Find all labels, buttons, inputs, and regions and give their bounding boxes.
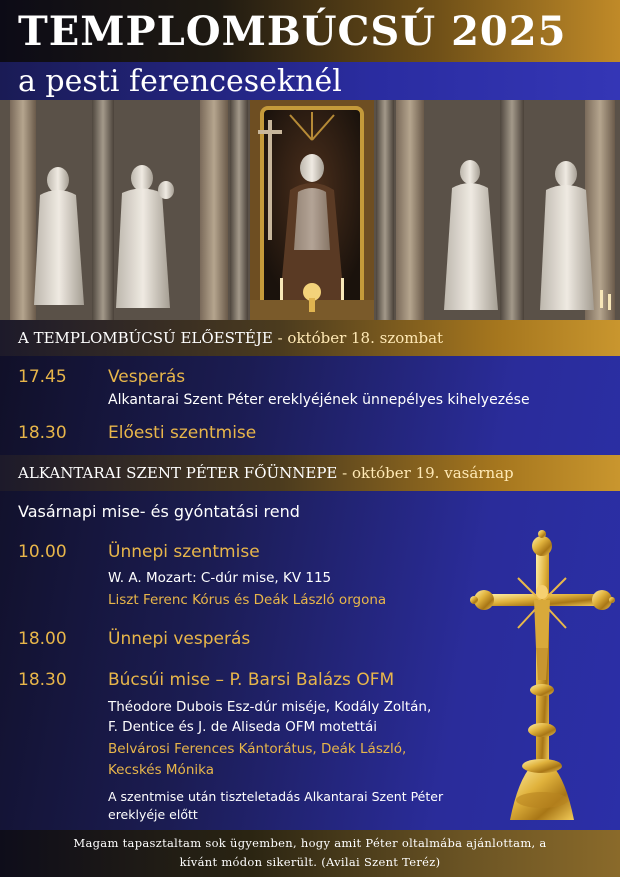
title-band — [0, 0, 620, 100]
page-title: TEMPLOMBÚCSÚ 2025 — [18, 8, 567, 55]
event-note: ereklyéje előtt — [108, 807, 198, 822]
event-performers: Kecskés Mónika — [108, 762, 214, 778]
event-time: 18.30 — [18, 670, 67, 690]
event-performers: Liszt Ferenc Kórus és Deák László orgona — [108, 592, 387, 608]
altar-illustration — [0, 100, 620, 320]
event-time: 18.30 — [18, 423, 67, 443]
crucifix-icon — [470, 530, 615, 830]
page-subtitle: a pesti ferenceseknél — [18, 64, 342, 99]
event-music: Théodore Dubois Esz-dúr miséje, Kodály Zoltán, — [108, 699, 432, 715]
quote-line: Magam tapasztaltam sok ügyemben, hogy amit Péter oltalmába ajánlottam, a — [73, 836, 547, 850]
altar-photo — [0, 100, 620, 320]
eve-date: - október 18. szombat — [272, 329, 444, 347]
event-time: 17.45 — [18, 367, 67, 387]
feast-section-header — [0, 455, 620, 491]
schedule-intro: Vasárnapi mise- és gyóntatási rend — [18, 502, 300, 521]
event-title: Ünnepi vesperás — [108, 629, 251, 649]
quote-line: kívánt módon sikerült. (Avilai Szent Teréz) — [179, 855, 441, 869]
event-note: A szentmise után tiszteletadás Alkantarai Szent Péter — [108, 789, 444, 804]
quote-text — [10, 834, 610, 872]
feast-heading: ALKANTARAI SZENT PÉTER FŐÜNNEPE — [18, 464, 338, 482]
event-music: W. A. Mozart: C-dúr mise, KV 115 — [108, 570, 332, 586]
event-title: Vesperás — [108, 367, 186, 387]
event-detail: Alkantarai Szent Péter ereklyéjének ünnepélyes kihelyezése — [108, 392, 530, 408]
event-time: 18.00 — [18, 629, 67, 649]
event-title: Ünnepi szentmise — [108, 542, 260, 562]
event-music: F. Dentice és J. de Aliseda OFM motettái — [108, 719, 378, 735]
eve-heading: A TEMPLOMBÚCSÚ ELŐESTÉJE — [18, 329, 273, 347]
event-performers: Belvárosi Ferences Kántorátus, Deák László, — [108, 741, 407, 757]
feast-date: - október 19. vasárnap — [337, 464, 514, 482]
eve-section-header — [0, 320, 620, 356]
subtitle-bar — [0, 62, 620, 100]
event-time: 10.00 — [18, 542, 67, 562]
quote-band — [0, 830, 620, 877]
event-title: Búcsúi mise – P. Barsi Balázs OFM — [108, 670, 395, 690]
event-title: Előesti szentmise — [108, 423, 257, 443]
